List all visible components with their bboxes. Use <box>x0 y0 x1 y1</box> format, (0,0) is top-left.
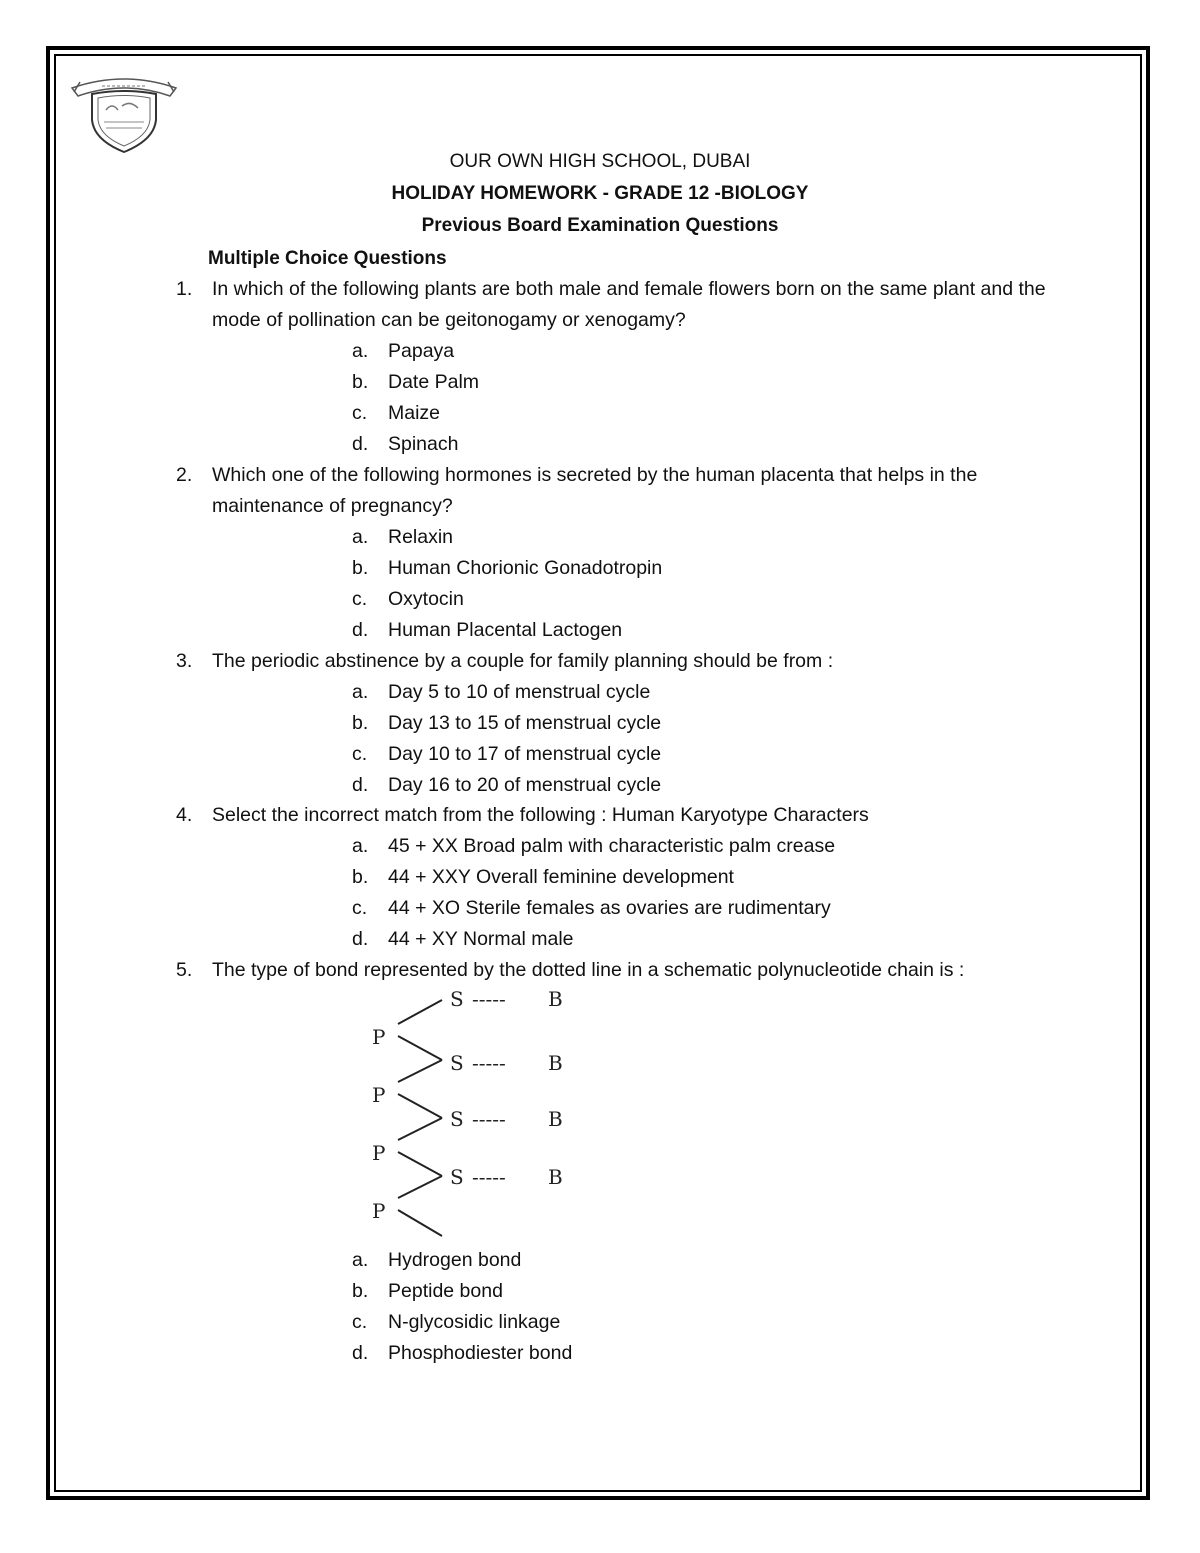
option-text: Maize <box>388 402 441 424</box>
option-letter: d. <box>352 433 369 455</box>
option-letter: c. <box>352 1311 368 1333</box>
assignment-title: HOLIDAY HOMEWORK - GRADE 12 -BIOLOGY <box>391 183 809 204</box>
option-letter: d. <box>352 619 369 641</box>
question-text: Select the incorrect match from the following : Human Karyotype Characters <box>212 804 869 826</box>
option-letter: a. <box>352 526 369 548</box>
option-text: Day 13 to 15 of menstrual cycle <box>388 712 662 734</box>
school-crest-logo <box>66 70 182 154</box>
question-text: In which of the following plants are both male and female flowers born on the same plant and the mode of pollination can be geitonogamy or xenogamy? <box>212 278 1046 331</box>
bond-dashes: ----- <box>472 987 506 1011</box>
option-text: Human Placental Lactogen <box>388 619 623 641</box>
question-text: The type of bond represented by the dotted line in a schematic polynucleotide chain is : <box>212 959 965 981</box>
school-name: OUR OWN HIGH SCHOOL, DUBAI <box>449 151 751 172</box>
phosphate-label: P <box>372 1141 386 1165</box>
option-letter: b. <box>352 371 369 393</box>
option-text: 44 + XXY Overall feminine development <box>388 866 734 888</box>
option-letter: a. <box>352 681 369 703</box>
sugar-label: S <box>450 1051 464 1075</box>
option-letter: b. <box>352 866 369 888</box>
option-letter: d. <box>352 1342 369 1364</box>
option-letter: a. <box>352 1249 369 1271</box>
option-text: 44 + XY Normal male <box>388 928 574 950</box>
sugar-label: S <box>450 987 464 1011</box>
question-number: 3. <box>176 650 193 672</box>
option-text: Day 16 to 20 of menstrual cycle <box>388 774 662 796</box>
question-number: 2. <box>176 464 193 486</box>
option-letter: a. <box>352 340 369 362</box>
option-letter: c. <box>352 588 368 610</box>
option-letter: d. <box>352 928 369 950</box>
option-text: N-glycosidic linkage <box>388 1311 561 1333</box>
base-label: B <box>548 1165 563 1189</box>
option-text: 44 + XO Sterile females as ovaries are rudimentary <box>388 897 831 919</box>
option-text: Oxytocin <box>388 588 464 610</box>
base-label: B <box>548 1051 563 1075</box>
bond-dashes: ----- <box>472 1107 506 1131</box>
question-text: The periodic abstinence by a couple for family planning should be from : <box>212 650 834 672</box>
section-title: Multiple Choice Questions <box>208 248 447 269</box>
polynucleotide-chain-diagram <box>366 984 586 1244</box>
phosphate-label: P <box>372 1199 386 1223</box>
option-letter: b. <box>352 1280 369 1302</box>
base-label: B <box>548 987 563 1011</box>
option-letter: c. <box>352 897 368 919</box>
option-text: Spinach <box>388 433 459 455</box>
option-text: Relaxin <box>388 526 454 548</box>
bond-dashes: ----- <box>472 1165 506 1189</box>
backbone-bond <box>398 1176 442 1198</box>
phosphate-label: P <box>372 1025 386 1049</box>
option-text: 45 + XX Broad palm with characteristic palm crease <box>388 835 836 857</box>
phosphate-label: P <box>372 1083 386 1107</box>
backbone-bond <box>398 1152 442 1176</box>
backbone-bond <box>398 1000 442 1024</box>
question-text: Which one of the following hormones is secreted by the human placenta that helps in the maintenance of pregnancy? <box>212 464 978 517</box>
backbone-bond <box>398 1210 442 1236</box>
option-text: Hydrogen bond <box>388 1249 522 1271</box>
option-text: Phosphodiester bond <box>388 1342 573 1364</box>
option-letter: b. <box>352 712 369 734</box>
backbone-bond <box>398 1036 442 1060</box>
option-letter: c. <box>352 743 368 765</box>
backbone-bond <box>398 1094 442 1118</box>
assignment-subtitle: Previous Board Examination Questions <box>421 215 779 236</box>
option-text: Papaya <box>388 340 455 362</box>
option-letter: d. <box>352 774 369 796</box>
sugar-label: S <box>450 1165 464 1189</box>
question-number: 1. <box>176 278 193 300</box>
option-text: Human Chorionic Gonadotropin <box>388 557 663 579</box>
option-letter: a. <box>352 835 369 857</box>
backbone-bond <box>398 1118 442 1140</box>
option-text: Day 10 to 17 of menstrual cycle <box>388 743 662 765</box>
option-text: Date Palm <box>388 371 480 393</box>
question-number: 5. <box>176 959 193 981</box>
base-label: B <box>548 1107 563 1131</box>
option-letter: b. <box>352 557 369 579</box>
option-text: Day 5 to 10 of menstrual cycle <box>388 681 651 703</box>
question-number: 4. <box>176 804 193 826</box>
bond-dashes: ----- <box>472 1051 506 1075</box>
sugar-label: S <box>450 1107 464 1131</box>
option-text: Peptide bond <box>388 1280 503 1302</box>
option-letter: c. <box>352 402 368 424</box>
backbone-bond <box>398 1060 442 1082</box>
